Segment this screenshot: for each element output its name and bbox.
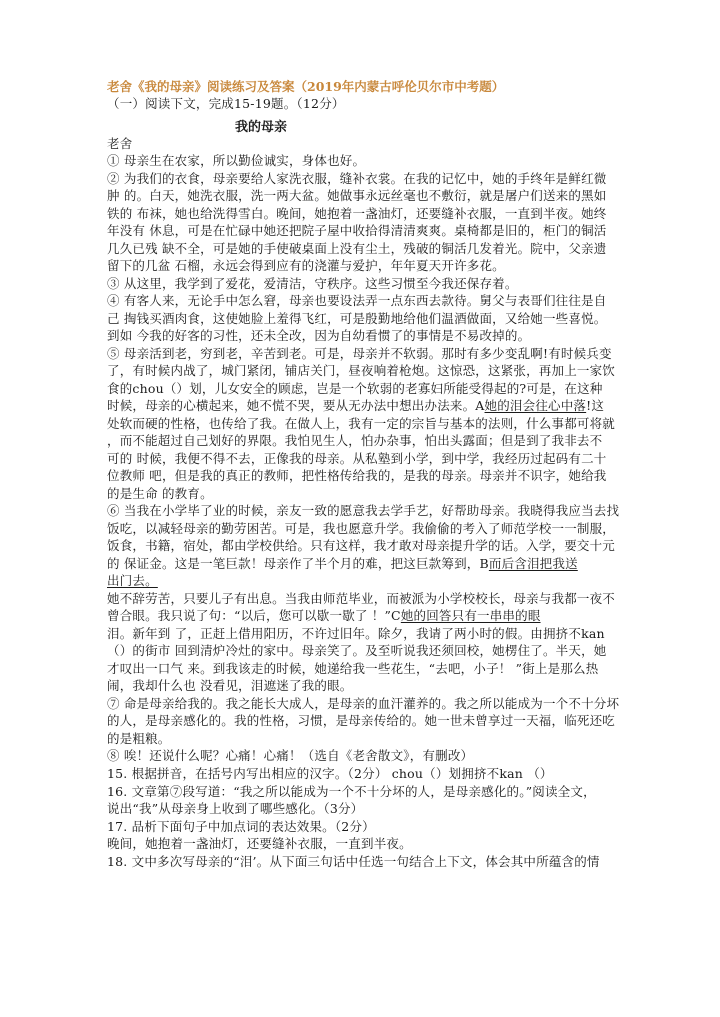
paragraph-line: （）的街市 回到清炉冷灶的家中。母亲笑了。及至听说我还须回校，她楞住了。半天，她 (107, 643, 607, 658)
paragraph-line: ③ 从这里，我学到了爱花，爱清洁，守秩序。这些习惯至今我还保存着。 (107, 276, 518, 291)
question-line: 18. 文中多次写母亲的“泪’。从下面三句话中任选一句结合上下文，体会其中所蕴含的情 (107, 854, 600, 869)
paragraph-line: 时候，母亲的心横起来，她不慌不哭，要从无办法中想出办法来。A她的泪会往心中落!这 (107, 398, 605, 413)
paragraph-line: ① 母亲生在农家，所以勤俭诚实，身体也好。 (107, 153, 366, 168)
paragraph-line: 了，有时候内战了，城门紧闭，铺店关门，昼夜响着枪炮。这惊恐，这紧张，再加上一家饮 (107, 363, 616, 378)
question-line: 晚间，她抱着一盏油灯，还要缝补衣服，一直到半夜。 (107, 836, 412, 851)
paragraph-line: 年没有 休息，可是在忙碌中她还把院子屋中收拾得清清爽爽。桌椅都是旧的，柜门的铜活 (107, 223, 607, 238)
paragraph-line: 食的chou（）划，儿女安全的顾虑，岂是一个软弱的老寡妇所能受得起的?可是，在这种 (107, 381, 603, 396)
paragraph-line: 己 掏钱买酒肉食，这使她脸上羞得飞红，可是殷勤地给他们温酒做面，又给她一些喜悦。 (107, 311, 607, 326)
paragraph-line: 饭吃，以减轻母亲的勤劳困苦。可是，我也愿意升学。我偷偷的考入了师范学校一一制服， (107, 521, 616, 536)
paragraph-line: 铁的 布袜，她也给洗得雪白。晚间，她抱着一盏油灯，还要缝补衣服，一直到半夜。她终 (107, 206, 607, 221)
question-line: 说出“我”从母亲身上收到了哪些感化。（3分） (107, 801, 364, 816)
paragraph-line: ② 为我们的衣食，母亲要给人家洗衣服，缝补衣裳。在我的记忆中，她的手终年是鲜红微 (107, 171, 607, 186)
underlined-sentence-a: 她的泪会往心中落 (484, 398, 587, 413)
paragraph-line: 的是生命 的教育。 (107, 486, 213, 501)
paragraph-line: 几久已残 缺不全，可是她的手使破桌面上没有尘土，残破的铜活几发着光。院中，父亲遗 (107, 241, 607, 256)
question-line: 17. 品析下面句子中加点词的表达效果。（2分） (107, 819, 375, 834)
article-title: 我的母亲 (235, 120, 288, 135)
paragraph-line: 到如 今我的好客的习性，还未全改，因为自幼看惯了的事情是不易改掉的。 (107, 328, 531, 343)
paragraph-line: ⑥ 当我在小学毕了业的时候，亲友一致的愿意我去学手艺，好帮助母亲。我晓得我应当去找 (107, 503, 620, 518)
paragraph-line: 留下的几盆 石榴，永远会得到应有的浇灌与爱护，年年夏天开许多花。 (107, 258, 505, 273)
underlined-sentence-c: 她的回答只有一串串的眼 (400, 608, 541, 623)
paragraph-line: 位教师 吧，但是我的真正的教师，把性格传给我的，是我的母亲。母亲并不识字，她给我 (107, 468, 607, 483)
paragraph-line: 的人，是母亲感化的。我的性格，习惯，是母亲传给的。她一世未曾享过一天福，临死还吃 (107, 713, 616, 728)
paragraph-line: 才叹出一口气 来。到我该走的时候，她递给我一些花生，“去吧，小子！ ”街上是那么热 (107, 661, 599, 676)
document-title: 老舍《我的母亲》阅读练习及答案（2019年内蒙古呼伦贝尔市中考题） (107, 79, 505, 94)
paragraph-line: ，而不能超过自己划好的界限。我怕见生人，怕办杂事，怕出头露面；但是到了我非去不 (107, 433, 603, 448)
paragraph-line: 可的 时候，我便不得不去，正像我的母亲。从私塾到小学，到中学，我经历过起码有二十 (107, 451, 607, 466)
question-line: 16. 文章第⑦段写道：“我之所以能成为一个不十分坏的人，是母亲感化的。”阅读全文， (107, 784, 596, 799)
paragraph-line: 的是粗粮。 (107, 731, 171, 746)
paragraph-line: 的 保证金。这是一笔巨款！母亲作了半个月的难，把这巨款筹到，B而后含泪把我送 (107, 556, 578, 571)
paragraph-line: ⑤ 母亲活到老，穷到老，辛苦到老。可是，母亲并不软弱。那时有多少变乱啊!有时候兵变 (107, 346, 612, 361)
paragraph-line: 曾合眼。我只说了句：“以后，您可以歇一歇了 ！”C她的回答只有一串串的眼 (107, 608, 541, 623)
paragraph-line: ⑦ 命是母亲给我的。我之能长大成人，是母亲的血汗灌养的。我之所以能成为一个不十分坏 (107, 696, 620, 711)
paragraph-line: ⑧ 唉！还说什么呢？心痛！心痛！（选自《老舍散文》，有删改） (107, 748, 474, 763)
paragraph-line: 出门去。 (107, 573, 158, 588)
paragraph-line: 泪。新年到 了，正赶上借用阳历，不许过旧年。除夕，我请了两小时的假。由拥挤不kan (107, 626, 605, 641)
underlined-sentence-b: 而后含泪把我送 (488, 556, 578, 571)
paragraph-line: ④ 有客人来，无论手中怎么窘，母亲也要设法弄一点东西去款待。舅父与表哥们往往是自 (107, 293, 607, 308)
paragraph-line: 她不辞劳苦，只要儿子有出息。当我由师范毕业，而被派为小学校校长，母亲与我都一夜不 (107, 591, 616, 606)
article-author: 老舍 (107, 136, 133, 151)
paragraph-line: 肿 的。白天，她洗衣服，洗一两大盆。她做事永远丝毫也不敷衍，就是屠户们送来的黑如 (107, 188, 607, 203)
section-instruction: （一）阅读下文，完成15-19题。（12分） (107, 96, 345, 111)
paragraph-line: 饭食，书籍，宿处，都由学校供给。只有这样，我才敢对母亲提升学的话。入学，要交十元 (107, 538, 616, 553)
question-line: 15. 根据拼音，在括号内写出相应的汉字。（2分） chou（）划拥挤不kan （） (107, 766, 553, 781)
paragraph-line: 处软而硬的性格，也传给了我。在做人上，我有一定的宗旨与基本的法则，什么事都可将就 (107, 416, 616, 431)
paragraph-line: 闹，我却什么也 没看见，泪遮迷了我的眼。 (107, 678, 353, 693)
